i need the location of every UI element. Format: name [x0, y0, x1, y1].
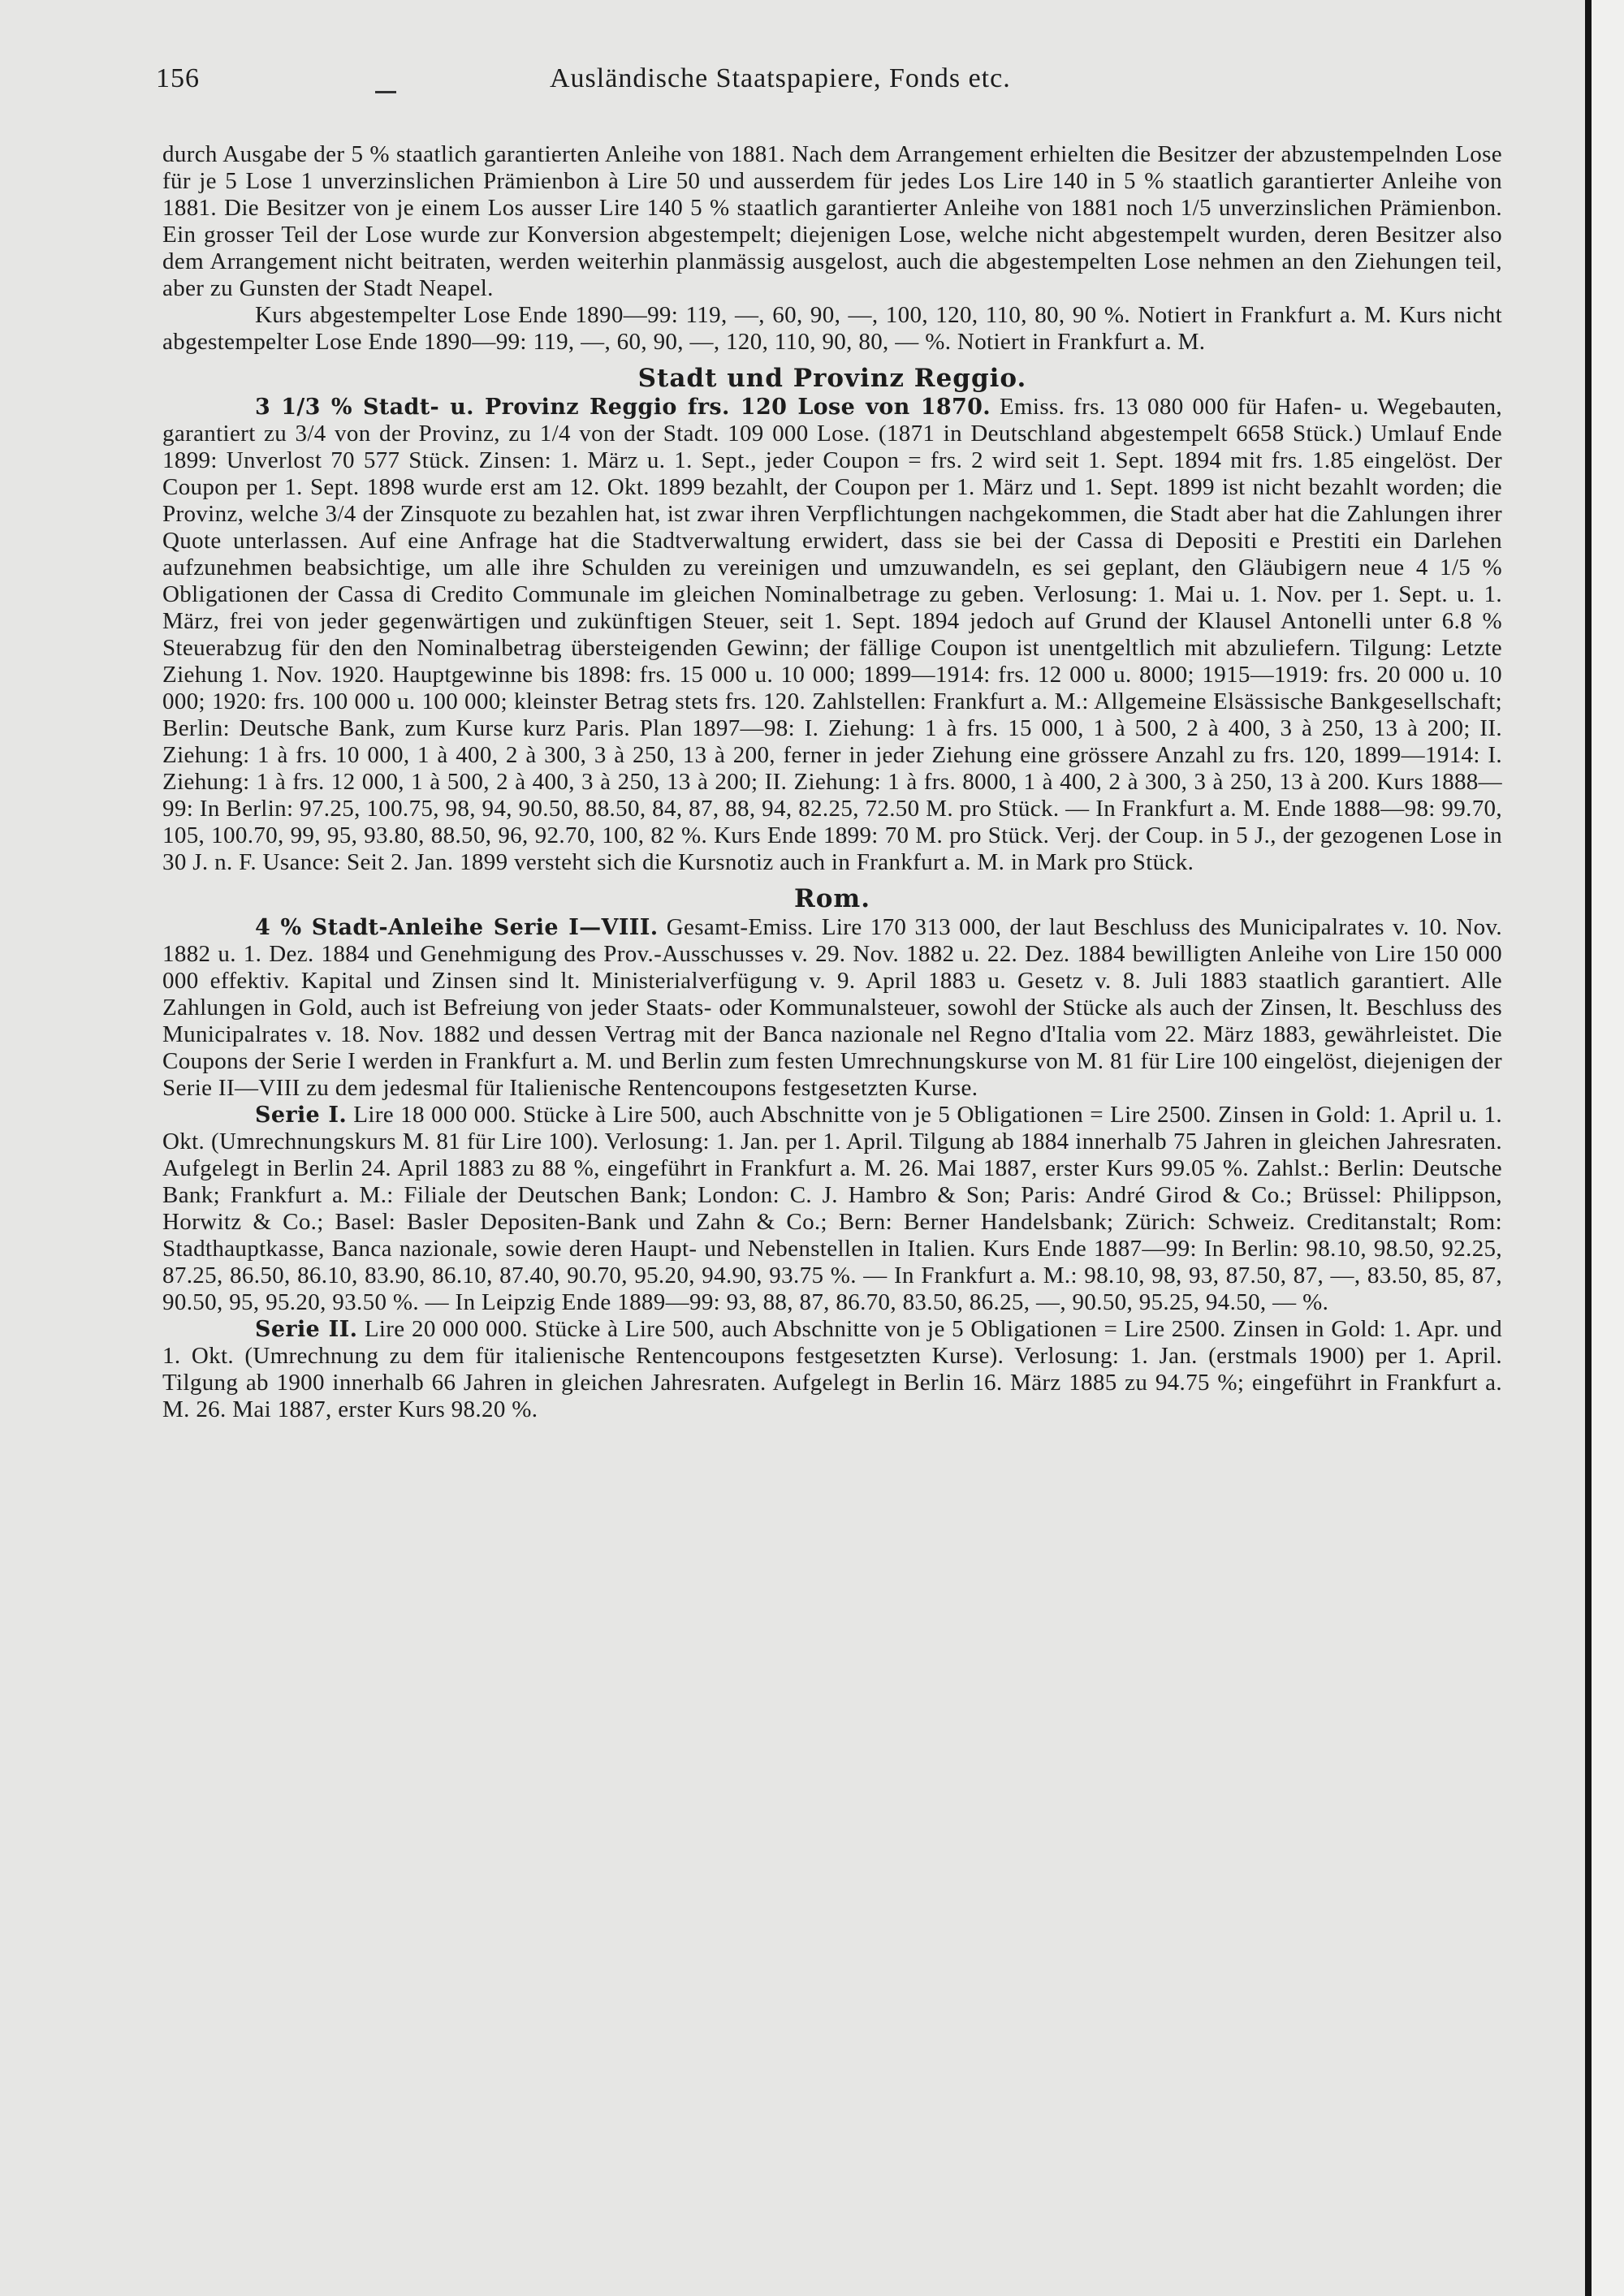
entry-text-rom: Gesamt-Emiss. Lire 170 313 000, der laut Beschluss des Municipalrates v. 10. Nov. 1882 u. 1. Dez. 1884 und Genehmigung des Prov.-Ausschusses v. 29. Nov. 1882 u. 22. Dez. 1884 bewilligten Anleihe von Lire 150 000 000 effektiv. Kapital und Zinsen sind lt. Ministerialverfügung v. 9. April 1883 u. Gesetz v. 8. Juli 1883 staatlich garantiert. Alle Zahlungen in Gold, auch ist Befreiung von jeder Staats- oder Kommunalsteuer, sowohl der Stücke als auch der Zinsen, lt. Beschluss des Municipalrates v. 18. Nov. 1882 und dessen Vertrag mit der Banca nazionale nel Regno d'Italia vom 22. März 1883, gewährleistet. Die Coupons der Serie I werden in Frankfurt a. M. und Berlin zum festen Umrechnungskurse von M. 81 für Lire 100 eingelöst, diejenigen der Serie II—VIII zu dem jedesmal für Italienische Rentencoupons festgesetzten Kurse.: [162, 914, 1503, 1101]
running-title: Ausländische Staatspapiere, Fonds etc.: [550, 63, 1011, 93]
entry-heading-serie-1: Serie I.: [255, 1103, 348, 1128]
section-heading-rom: Rom.: [793, 884, 871, 913]
body-text: [162, 141, 1502, 1423]
paragraph-reggio: [162, 394, 1502, 876]
entry-text-serie-1: Lire 18 000 000. Stücke à Lire 500, auch Abschnitte von je 5 Obligationen = Lire 2500. Zinsen in Gold: 1. April u. 1. Okt. (Umrechnungskurs M. 81 für Lire 100). Verlosung: 1. Jan. per 1. April. Tilgung ab 1884 innerhalb 75 Jahren in gleichen Jahresraten. Aufgelegt in Berlin 24. April 1883 zu 88 %, eingeführt in Frankfurt a. M. 26. Mai 1887, erster Kurs 99.05 %. Zahlst.: Berlin: Deutsche Bank; Frankfurt a. M.: Filiale der Deutschen Bank; London: C. J. Hambro & Son; Paris: André Girod & Co.; Brüssel: Philippson, Horwitz & Co.; Basel: Basler Depositen-Bank und Zahn & Co.; Bern: Berner Handelsbank; Zürich: Schweiz. Creditanstalt; Rom: Stadthauptkasse, Banca nazionale, sowie deren Haupt- und Nebenstellen in Italien. Kurs Ende 1887—99: In Berlin: 98.10, 98.50, 92.25, 87.25, 86.50, 86.10, 83.90, 86.10, 87.40, 90.70, 95.20, 94.90, 93.75 %. — In Frankfurt a. M.: 98.10, 98, 93, 87.50, 87, —, 83.50, 85, 87, 90.50, 95, 95.20, 93.50 %. — In Leipzig Ende 1889—99: 93, 88, 87, 86.70, 83.50, 86.25, —, 90.50, 95.25, 94.50, — %.: [162, 1102, 1502, 1315]
page-margin: [1592, 0, 1624, 2296]
paragraph-serie-1: [162, 1102, 1502, 1316]
page-header: [156, 63, 1504, 99]
entry-heading-reggio: 3 1/3 % Stadt- u. Provinz Reggio frs. 120 Lose von 1870.: [255, 395, 991, 420]
entry-heading-serie-2: Serie II.: [255, 1317, 358, 1342]
paragraph-neapel-kurs: Kurs abgestempelter Lose Ende 1890—99: 119, —, 60, 90, —, 100, 120, 110, 80, 90 %. Notiert in Frankfurt a. M. Kurs nicht abgestempelter Lose Ende 1890—99: 119, —, 60, 90, —, 120, 110, 90, 80, — %. Notiert in Frankfurt a. M.: [162, 302, 1502, 355]
page-number: 156: [156, 63, 200, 93]
entry-text-reggio: Emiss. frs. 13 080 000 für Hafen- u. Wegebauten, garantiert zu 3/4 von der Provinz, zu 1/4 von der Stadt. 109 000 Lose. (1871 in Deutschland abgestempelt 6658 Stück.) Umlauf Ende 1899: Unverlost 70 577 Stück. Zinsen: 1. März u. 1. Sept., jeder Coupon = frs. 2 wird seit 1. Sept. 1894 mit frs. 1.85 eingelöst. Der Coupon per 1. Sept. 1898 wurde erst am 12. Okt. 1899 bezahlt, der Coupon per 1. März und 1. Sept. 1899 ist nicht bezahlt worden; die Provinz, welche 3/4 der Zinsquote zu bezahlen hat, ist zwar ihren Verpflichtungen nachgekommen, die Stadt aber hat die Zahlungen ihrer Quote unterlassen. Auf eine Anfrage hat die Stadtverwaltung erwidert, dass sie bei der Cassa di Depositi e Prestiti ein Darlehen aufzunehmen beabsichtige, um alle ihre Schulden zu vereinigen und umzuwandeln, es sei geplant, den Gläubigern neue 4 1/5 % Obligationen der Cassa di Credito Communale im gleichen Nominalbetrage zu geben. Verlosung: 1. Mai u. 1. Nov. per 1. Sept. u. 1. März, frei von jeder gegenwärtigen und zukünftigen Steuer, seit 1. Sept. 1894 jedoch auf Grund der Klausel Antonelli unter 6.8 % Steuerabzug für den den Nominalbetrag übersteigenden Gewinn; der fällige Coupon ist unentgeltlich mit abzuliefern. Tilgung: Letzte Ziehung 1. Nov. 1920. Hauptgewinne bis 1898: frs. 15 000 u. 10 000; 1899—1914: frs. 12 000 u. 8000; 1915—1919: frs. 20 000 u. 10 000; 1920: frs. 100 000 u. 100 000; kleinster Betrag stets frs. 120. Zahlstellen: Frankfurt a. M.: Allgemeine Elsässische Bankgesellschaft; Berlin: Deutsche Bank, zum Kurse kurz Paris. Plan 1897—98: I. Ziehung: 1 à frs. 15 000, 1 à 500, 2 à 400, 3 à 250, 13 à 200; II. Ziehung: 1 à frs. 10 000, 1 à 400, 2 à 300, 3 à 250, 13 à 200, ferner in jeder Ziehung eine grössere Anzahl zu frs. 120, 1899—1914: I. Ziehung: 1 à frs. 12 000, 1 à 500, 2 à 400, 3 à 250, 13 à 200; II. Ziehung: 1 à frs. 8000, 1 à 400, 2 à 300, 3 à 250, 13 à 200. Kurs 1888—99: In Berlin: 97.25, 100.75, 98, 94, 90.50, 88.50, 84, 87, 88, 94, 82.25, 72.50 M. pro Stück. — In Frankfurt a. M. Ende 1888—98: 99.70, 105, 100.70, 99, 95, 93.80, 88.50, 96, 92.70, 100, 82 %. Kurs Ende 1899: 70 M. pro Stück. Verj. der Coup. in 5 J., der gezogenen Lose in 30 J. n. F. Usance: Seit 2. Jan. 1899 versteht sich die Kursnotiz auch in Frankfurt a. M. in Mark pro Stück.: [162, 394, 1502, 875]
paragraph-rom: [162, 914, 1502, 1102]
ink-mark: [375, 91, 396, 93]
page-edge-line: [1585, 0, 1592, 2296]
entry-heading-rom: 4 % Stadt-Anleihe Serie I—VIII.: [255, 915, 659, 940]
section-heading-reggio: Stadt und Provinz Reggio.: [637, 364, 1027, 393]
paragraph-neapel-continued: durch Ausgabe der 5 % staatlich garantierten Anleihe von 1881. Nach dem Arrangement erhielten die Besitzer der abzustempelnden Lose für je 5 Lose 1 unverzinslichen Prämienbon à Lire 50 und ausserdem für jedes Los Lire 140 in 5 % staatlich garantierter Anleihe von 1881. Die Besitzer von je einem Los ausser Lire 140 5 % staatlich garantierter Anleihe von 1881 noch 1/5 unverzinslichen Prämienbon. Ein grosser Teil der Lose wurde zur Konversion abgestempelt; diejenigen Lose, welche nicht abgestempelt wurden, deren Besitzer also dem Arrangement nicht beitraten, werden weiterhin planmässig ausgelost, auch die abgestempelten Lose nehmen an den Ziehungen teil, aber zu Gunsten der Stadt Neapel.: [162, 141, 1502, 301]
entry-text-serie-2: Lire 20 000 000. Stücke à Lire 500, auch Abschnitte von je 5 Obligationen = Lire 2500. Zinsen in Gold: 1. Apr. und 1. Okt. (Umrechnung zu dem für italienische Rentencoupons festgesetzten Kurse). Verlosung: 1. Jan. (erstmals 1900) per 1. April. Tilgung ab 1900 innerhalb 66 Jahren in gleichen Jahresraten. Aufgelegt in Berlin 16. März 1885 zu 94.75 %; eingeführt in Frankfurt a. M. 26. Mai 1887, erster Kurs 98.20 %.: [162, 1316, 1502, 1422]
paragraph-serie-2: [162, 1316, 1502, 1423]
